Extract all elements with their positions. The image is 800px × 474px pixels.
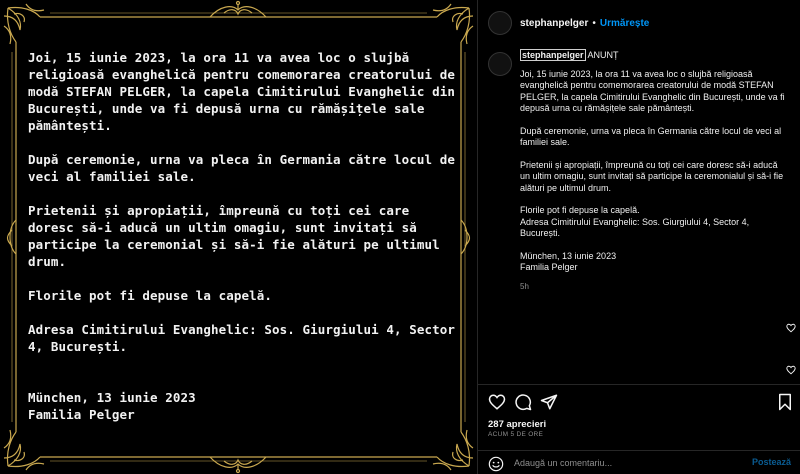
caption-line: Adresa Cimitirului Evanghelic: Sos. Giurgiului 4, Sector 4, București. [520, 216, 750, 238]
caption-avatar[interactable] [488, 52, 512, 76]
bookmark-icon[interactable] [776, 393, 794, 411]
caption-title: ANUNȚ [587, 50, 619, 60]
post-age: ACUM 5 DE ORE [488, 431, 544, 438]
header-separator: • [592, 17, 596, 29]
heart-icon[interactable] [786, 365, 796, 375]
header-username[interactable]: stephanpelger [520, 17, 589, 29]
caption-username[interactable]: stephanpelger [522, 50, 584, 60]
signature-place-date: München, 13 iunie 2023 [28, 390, 196, 405]
caption-time: 5h [520, 281, 529, 291]
action-bar [478, 384, 800, 416]
caption [520, 50, 790, 292]
emoji-icon[interactable] [488, 456, 504, 472]
post-header [478, 0, 800, 46]
signature-family: Familia Pelger [28, 407, 135, 422]
announcement-paragraph: Florile pot fi depuse la capelă. [28, 288, 273, 303]
caption-paragraph: Prietenii și apropiații, împreună cu toți cei care doresc să-i aducă un ultim omagiu, sunt invitați să participe la ceremonialul și să-i fie alături pe ultimul drum. [520, 159, 784, 193]
announcement-text [28, 49, 458, 423]
comment-bar [478, 450, 800, 474]
caption-line: München, 13 iunie 2023 [520, 250, 617, 261]
caption-paragraph: După ceremonie, urna va pleca în Germania către locul de veci al familiei sale. [520, 125, 782, 147]
likes-count[interactable]: 287 aprecieri [488, 419, 547, 430]
post-side-panel [477, 0, 800, 474]
caption-paragraph: Joi, 15 iunie 2023, la ora 11 va avea loc o slujbă religioasă evanghelică pentru comemorarea creatorului de modă STEFAN PELGER, la capela Cimitirului Evanghelic din București, unde va fi depusă urna cu rămășițele sale pământești. [520, 68, 785, 113]
comment-icon[interactable] [514, 393, 532, 411]
announcement-paragraph: Joi, 15 iunie 2023, la ora 11 va avea loc o slujbă religioasă evanghelică pentru comemorarea creatorului de modă STEFAN PELGER, la capela Cimitirului Evanghelic din București, unde va fi depusă urna cu rămășițele sale pământești. [28, 50, 456, 133]
post-comment-button[interactable]: Postează [751, 457, 791, 467]
announcement-paragraph: Adresa Cimitirului Evanghelic: Sos. Giurgiului 4, Sector 4, București. [28, 322, 456, 354]
share-icon[interactable] [540, 393, 558, 411]
caption-line: Familia Pelger [520, 262, 578, 272]
follow-button[interactable]: Urmărește [599, 17, 650, 29]
heart-icon[interactable] [488, 393, 506, 411]
caption-line: Florile pot fi depuse la capelă. [520, 205, 640, 215]
caption-paragraph [520, 251, 790, 274]
comment-input[interactable] [514, 455, 744, 471]
announcement-paragraph: După ceremonie, urna va pleca în Germania către locul de veci al familiei sale. [28, 152, 456, 184]
heart-icon[interactable] [786, 323, 796, 333]
announcement-paragraph: Prietenii și apropiații, împreună cu toți cei care doresc să-i aducă un ultim omagiu, sunt invitați să participe la ceremonial și să-i fie alături pe ultimul drum. [28, 203, 440, 269]
caption-paragraph [520, 205, 790, 240]
